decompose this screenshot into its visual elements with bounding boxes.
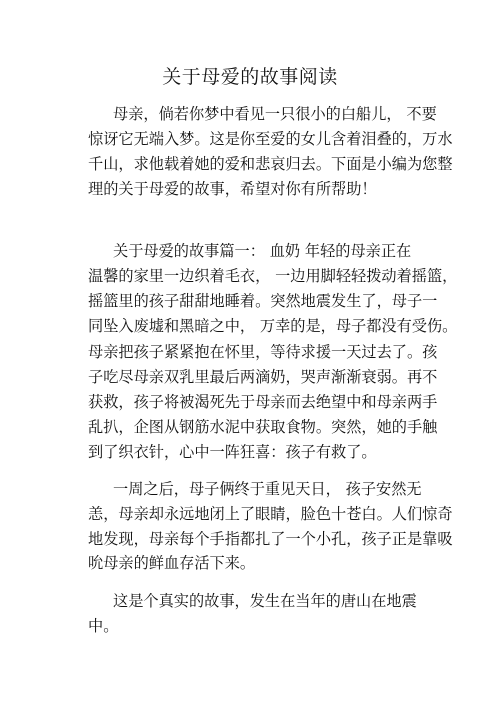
paragraph-1-line-3: 千山，求他载着她的爱和悲哀归去。下面是小编为您整 [88,155,453,173]
paragraph-2-line-5: 母亲把孩子紧紧抱在怀里，等待求援一天过去了。孩 [88,343,438,361]
paragraph-3-line-3: 地发现，母亲每个手指都扎了一个小孔，孩子正是靠吸 [88,530,453,548]
paragraph-3-line-4: 吮母亲的鲜血存活下来。 [88,554,256,572]
paragraph-1-line-1: 母亲，倘若你梦中看见一只很小的白船儿， 不要 [113,105,437,123]
paragraph-4-line-2: 中。 [88,617,119,635]
paragraph-2-line-9: 到了织衣针，心中一阵狂喜：孩子有救了。 [88,443,377,461]
paragraph-2-line-1: 关于母爱的故事篇一： 血奶 年轻的母亲正在 [113,242,412,260]
paragraph-3-line-2: 恙，母亲却永远地闭上了眼睛，脸色十苍白。人们惊奇 [88,505,453,523]
paragraph-2-line-4: 同坠入废墟和黑暗之中， 万幸的是，母子都没有受伤。 [88,317,458,335]
paragraph-2-line-6: 子吃尽母亲双乳里最后两滴奶，哭声渐渐衰弱。再不 [88,368,438,386]
paragraph-1-line-4: 理的关于母爱的故事，希望对你有所帮助！ [88,180,377,198]
paragraph-3-line-1: 一周之后，母子俩终于重见天日， 孩子安然无 [113,480,422,498]
paragraph-4-line-1: 这是个真实的故事，发生在当年的唐山在地震 [113,592,417,610]
paragraph-2-line-8: 乱扒，企图从钢筋水泥中获取食物。突然，她的手触 [88,418,438,436]
paragraph-2-line-2: 温馨的家里一边织着毛衣， 一边用脚轻轻拨动着摇篮， [88,267,458,285]
paragraph-2-line-7: 获救，孩子将被渴死先于母亲而去绝望中和母亲两手 [88,393,438,411]
paragraph-2-line-3: 摇篮里的孩子甜甜地睡着。突然地震发生了，母子一 [88,292,438,310]
paragraph-1-line-2: 惊讶它无端入梦。这是你至爱的女儿含着泪叠的，万水 [88,130,453,148]
document-title: 关于母爱的故事阅读 [162,66,338,88]
